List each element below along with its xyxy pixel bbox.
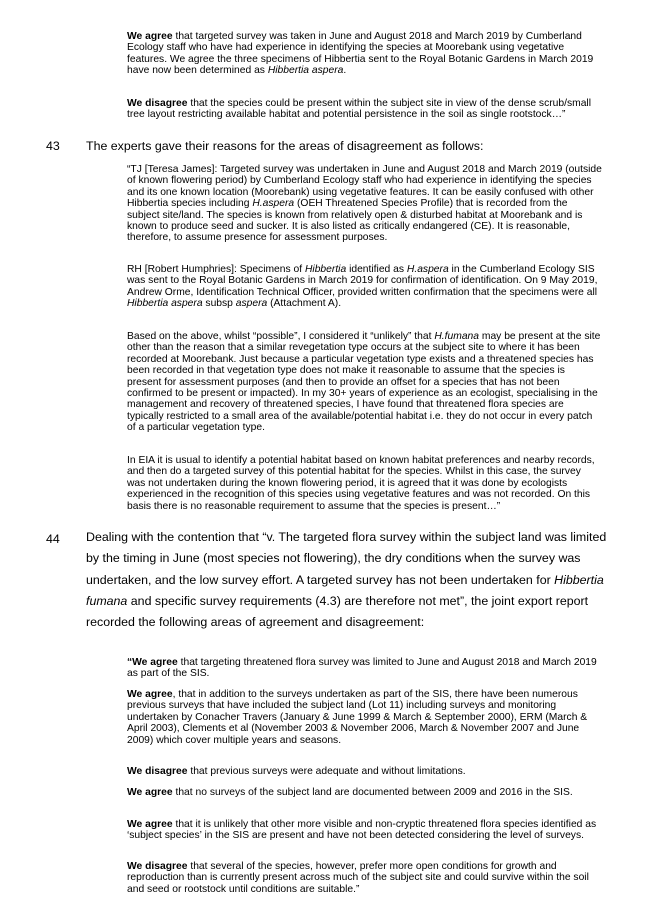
- paragraph-number: 43: [46, 139, 60, 153]
- quote-paragraph: We agree that targeted survey was taken in June and August 2018 and March 2019 by Cumberland Ecology staff who have had experience in identifying the species at Moorebank using vegetative features. We agree the three specimens of Hibbertia sent to the Royal Botanic Gardens in March 2019 have now been determined as Hibbertia aspera.: [127, 31, 594, 77]
- quote-paragraph: Based on the above, whilst “possible”, I considered it “unlikely” that H.fumana may be present at the site other than the reason that a similar revegetation type occurs at the subject site to where it has been recorded at Moorebank. Just because a particular vegetation type exists and a threatened species has been recorded in that vegetation type does not make it reasonable to assume that the species is present for assessment purposes (and then to provide an offset for a species that has not been confirmed to be present or impacted). In my 30+ years of experience as an ecologist, specialising in the management and recovery of threatened species, I have found that threatened flora species are typically restricted to a small area of the available/potential habitat i.e. they do not occur in every patch of a particular vegetation type.: [127, 331, 601, 434]
- paragraph-44: Dealing with the contention that “v. The targeted flora survey within the subject land was limited by the timing in June (most species not flowering), the dry conditions when the survey was undertaken, and the low survey effort. A targeted survey has not been undertaken for Hibbertia fumana and specific survey requirements (4.3) are therefore not met”, the joint export report recorded the following areas of agreement and disagreement:: [86, 530, 607, 630]
- bold-lead: We disagree: [127, 98, 188, 109]
- quote-paragraph: We agree that it is unlikely that other more visible and non-cryptic threatened flora species identified as ‘subject species’ in the SIS are present and have not been detected considering the level of surveys.: [127, 819, 597, 842]
- bold-lead: We agree: [127, 31, 173, 42]
- quote-paragraph: We disagree that previous surveys were adequate and without limitations.: [127, 766, 466, 777]
- bold-lead: “We agree: [127, 657, 178, 668]
- quote-paragraph: We agree that no surveys of the subject land are documented between 2009 and 2016 in the SIS.: [127, 787, 573, 798]
- quote-paragraph: “We agree that targeting threatened flora survey was limited to June and August 2018 and March 2019 as part of the SIS.: [127, 657, 597, 680]
- quote-paragraph: We disagree that several of the species, however, prefer more open conditions for growth and reproduction than is currently present across much of the subject site and could survive within the soil and seed or rootstock until conditions are suitable.”: [127, 861, 589, 895]
- paragraph-43: The experts gave their reasons for the areas of disagreement as follows:: [86, 139, 484, 153]
- quote-paragraph: We disagree that the species could be present within the subject site in view of the dense scrub/small tree layout restricting available habitat and potential persistence in the soil as single rootstock…”: [127, 98, 591, 121]
- quote-paragraph: RH [Robert Humphries]: Specimens of Hibbertia identified as H.aspera in the Cumberland Ecology SIS was sent to the Royal Botanic Gardens in March 2019 for confirmation of identification. On 9 May 2019, Andrew Orme, Identification Technical Officer, provided written confirmation that the specimens were all Hibbertia aspera subsp aspera (Attachment A).: [127, 264, 598, 310]
- paragraph-number: 44: [46, 532, 60, 546]
- bold-lead: We agree: [127, 787, 173, 798]
- quote-paragraph: “TJ [Teresa James]: Targeted survey was undertaken in June and August 2018 and March 2019 (outside of known flowering period) by Cumberland Ecology staff who had experience in identifying the species and its one known location (Moorebank) using vegetative features. It can be easily confused with other Hibbertia species including H.aspera (OEH Threatened Species Profile) that is recorded from the subject site/land. The species is known from relatively open & disturbed habitat at Moorebank and is known to produce seed and sucker. It is also listed as critically endangered (CE). It is reasonable, therefore, to assume presence for assessment purposes.: [127, 164, 602, 244]
- bold-lead: We disagree: [127, 766, 188, 777]
- quote-paragraph: We agree, that in addition to the surveys undertaken as part of the SIS, there have been numerous previous surveys that have included the subject land (Lot 11) including surveys and monitoring undertaken by Conacher Travers (January & June 1999 & March & September 2000), ERM (March & April 2003), Clements et al (November 2003 & November 2006, March & November 2007 and June 2009) which cover multiple years and seasons.: [127, 689, 588, 746]
- bold-lead: We agree: [127, 819, 173, 830]
- quote-paragraph: In EIA it is usual to identify a potential habitat based on known habitat preferences and nearby records, and then do a targeted survey of this potential habitat for the species. Whilst in this case, the survey was not undertaken during the known flowering period, it is agreed that it was done by ecologists experienced in the recognition of this species using vegetative features and was not recorded. On this basis there is no reasonable requirement to assume that the species is present…”: [127, 455, 595, 512]
- bold-lead: We agree: [127, 689, 173, 700]
- bold-lead: We disagree: [127, 861, 188, 872]
